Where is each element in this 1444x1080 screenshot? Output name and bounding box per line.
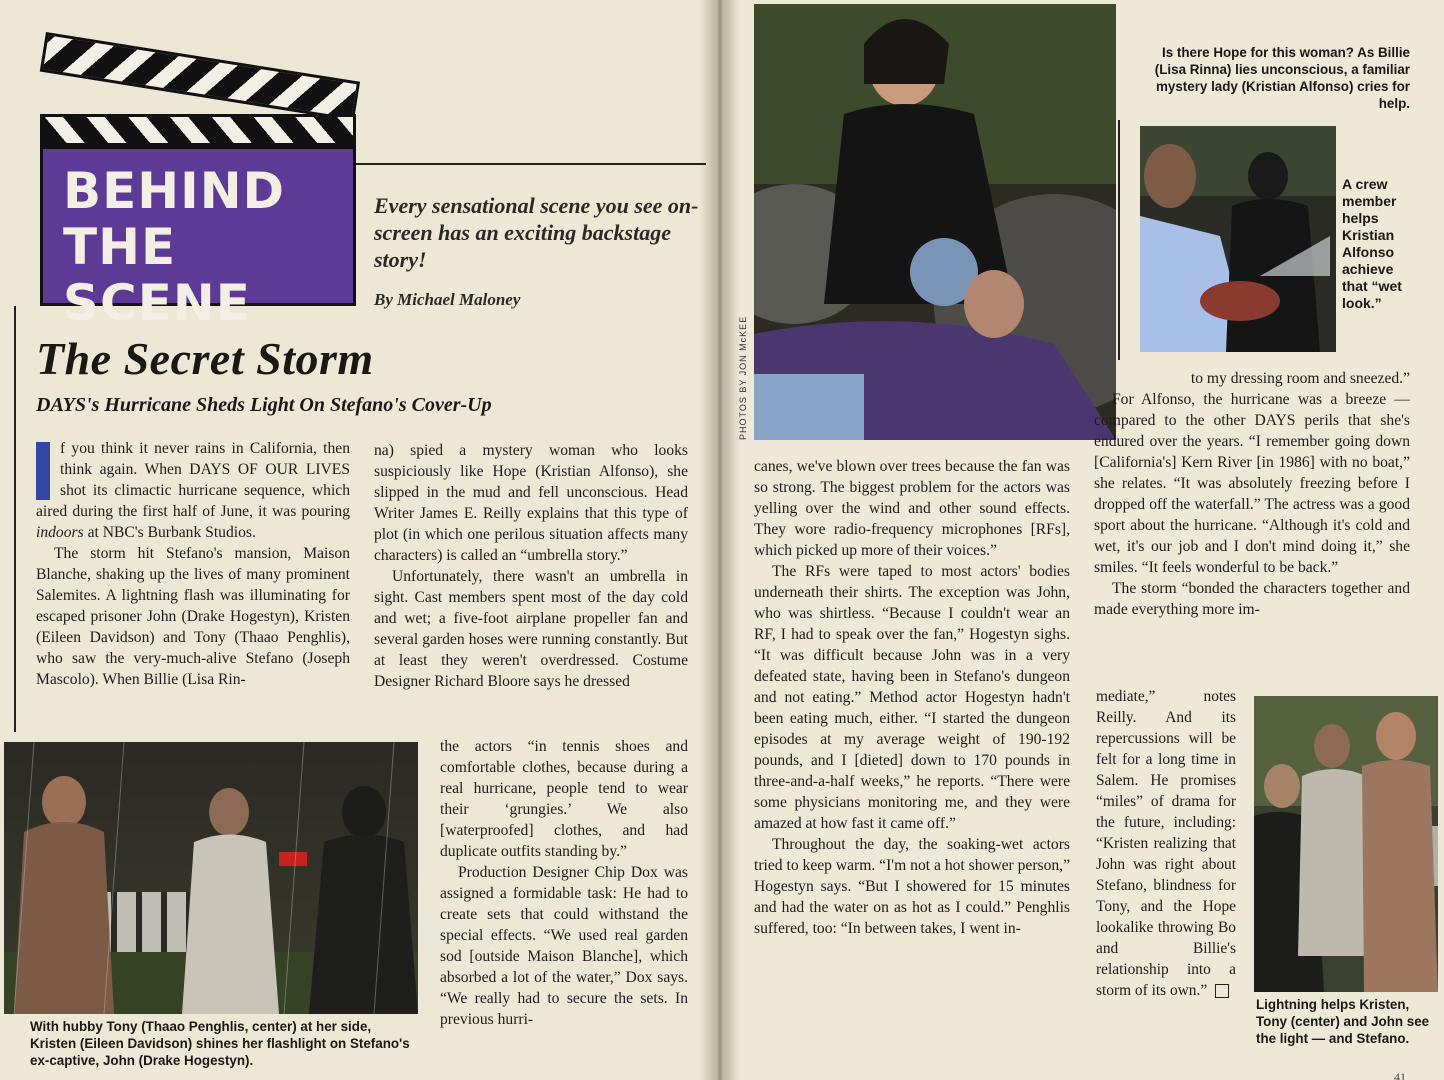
paragraph-text: mediate,” notes Reilly. And its repercussions will be felt for a long time in Salem. He promises “miles” of drama for the future, including: “Kristen realizing that John was right about Stefano, blindness for Tony, and the Hope lookalike throwing Bo and Billie's relationship into a storm of its own.” (1096, 688, 1236, 999)
photo-crew-member (1140, 126, 1336, 352)
paragraph: The RFs were taped to most actors' bodies underneath their shirts. The exception was John, who was shirtless. “Because I couldn't wear an RF, I had to speak over the fan,” Hogestyn sighs. “It was difficult because John was in a very defeated state, having been in Stefano's dungeon and not eating.” Method actor Hogestyn hadn't been eating much, either. “I started the dungeon episodes at my average weight of 190-192 pounds, and I [dieted] down to 170 pounds in three-and-a-half weeks,” he reports. “There were some physicians monitoring me, and they were amazed at how fast it came off.” (754, 563, 1070, 832)
paragraph: For Alfonso, the hurricane was a breeze — compared to the other DAYS perils that she's endured over the years. “I remember going down [California's] Kern River [in 1986] with no boat,” she relates. “It was absolutely freezing before I dropped off the waterfall.” The actress was a good sport about the hurricane. “Although it's cold and wet, it's our job and I don't mind doing it,” she smiles. “It feels wonderful to be back.” (1094, 391, 1410, 576)
paragraph: na) spied a mystery woman who looks suspiciously like Hope (Kristian Alfonso), she slipped in the mud and fell unconscious. Head Writer James E. Reilly explains that this type of plot (in which one perilous situation affects many characters) is called an “umbrella story.” (374, 442, 688, 564)
paragraph-text: f you think it never rains in California, then think again. When DAYS OF OUR LIVES shot its climactic hurricane sequence, which aired during the first half of June, it was pouring (36, 440, 350, 520)
article-column-1 (36, 438, 350, 690)
byline: By Michael Maloney (374, 290, 521, 309)
article-column-4 (1094, 368, 1410, 620)
photo-credit-text: PHOTOS BY JON McKEE (738, 315, 748, 440)
article-column-4-continued (1096, 686, 1236, 1001)
photo-caption: Is there Hope for this woman? As Billie (Lisa Rinna) lies unconscious, a familiar mystery lady (Kristian Alfonso) cries for help. (1154, 45, 1410, 111)
photo-tony-kristen-john (4, 742, 418, 1014)
paragraph-text: at NBC's Burbank Studios. (87, 524, 256, 541)
photo-image (754, 4, 1116, 440)
paragraph: to my dressing room and sneezed.” (1190, 370, 1410, 387)
paragraph: The storm “bonded the characters together and made everything more im- (1094, 580, 1410, 618)
header-rule (356, 163, 706, 165)
paragraph: Production Designer Chip Dox was assigned a formidable task: He had to create sets that could withstand the special effects. “We used real garden sod [outside Maison Blanche], which absorbed a lot of the water,” Dox says. “We really had to secure the sets. In previous hurri- (440, 864, 688, 1028)
photo-image (1140, 126, 1336, 352)
article-column-2 (374, 440, 688, 692)
photo-frame-rule (1118, 120, 1120, 360)
paragraph: canes, we've blown over trees because the fan was so strong. The biggest problem for the actors was yelling over the wind and other sound effects. They wore radio-frequency microphones [RFs], which picked up more of their voices.” (754, 458, 1070, 559)
article-column-3 (754, 456, 1070, 939)
article-column-2-continued (440, 736, 688, 1030)
photo-caption: Lightning helps Kristen, Tony (center) and John see the light — and Stefano. (1256, 997, 1430, 1046)
deck-text: Every sensational scene you see on-screen has an exciting backstage story! (374, 193, 699, 272)
photo-image (1254, 696, 1438, 992)
section-title: BEHIND THE SCENE (63, 162, 286, 332)
clapboard-stripe (40, 114, 356, 146)
left-border-rule (14, 306, 16, 732)
page-gutter (700, 0, 740, 1080)
paragraph (36, 438, 350, 543)
photo-caption: A crew member helps Kristian Alfonso achieve that “wet look.” (1342, 176, 1402, 311)
paragraph: Throughout the day, the soaking-wet actors tried to keep warm. “I'm not a hot shower person,” Hogestyn says. “But I showered for 15 minutes and had the water on as hot as I could.” Penghlis suffered, too: “In between takes, I went in- (754, 836, 1070, 937)
paragraph (1096, 686, 1236, 1001)
photo-billie-mystery-lady (754, 4, 1116, 440)
photo-lightning (1254, 696, 1438, 992)
clapboard-panel (40, 146, 356, 332)
photo-image (4, 742, 418, 1014)
photo-caption: With hubby Tony (Thaao Penghlis, center) at her side, Kristen (Eileen Davidson) shines her flashlight on Stefano's ex-captive, John (Drake Hogestyn). (30, 1019, 410, 1068)
paragraph: The storm hit Stefano's mansion, Maison Blanche, shaking up the lives of many prominent Salemites. A lightning flash was illuminating for escaped prisoner John (Drake Hogestyn), Kristen (Eileen Davidson) and Tony (Thaao Penghlis), who saw the very-much-alive Stefano (Joseph Mascolo). When Billie (Lisa Rin- (36, 545, 350, 688)
emphasis: indoors (36, 524, 84, 541)
paragraph: the actors “in tennis shoes and comfortable clothes, because during a real hurricane, people tend to wear their ‘grungies.’ We also [waterproofed] clothes, and had duplicate outfits standing by.” (440, 738, 688, 860)
paragraph: Unfortunately, there wasn't an umbrella in sight. Cast members spent most of the day cold and wet; a five-foot airplane propeller fan and several garden hoses were running constantly. But at least they weren't overdressed. Costume Designer Richard Bloore says he dressed (374, 568, 688, 690)
page-number: 41 (1394, 1070, 1406, 1080)
subheadline: DAYS's Hurricane Sheds Light On Stefano's Cover-Up (36, 394, 492, 416)
end-mark-icon (1215, 984, 1229, 998)
drop-cap (36, 442, 50, 500)
headline: The Secret Storm (36, 333, 374, 384)
